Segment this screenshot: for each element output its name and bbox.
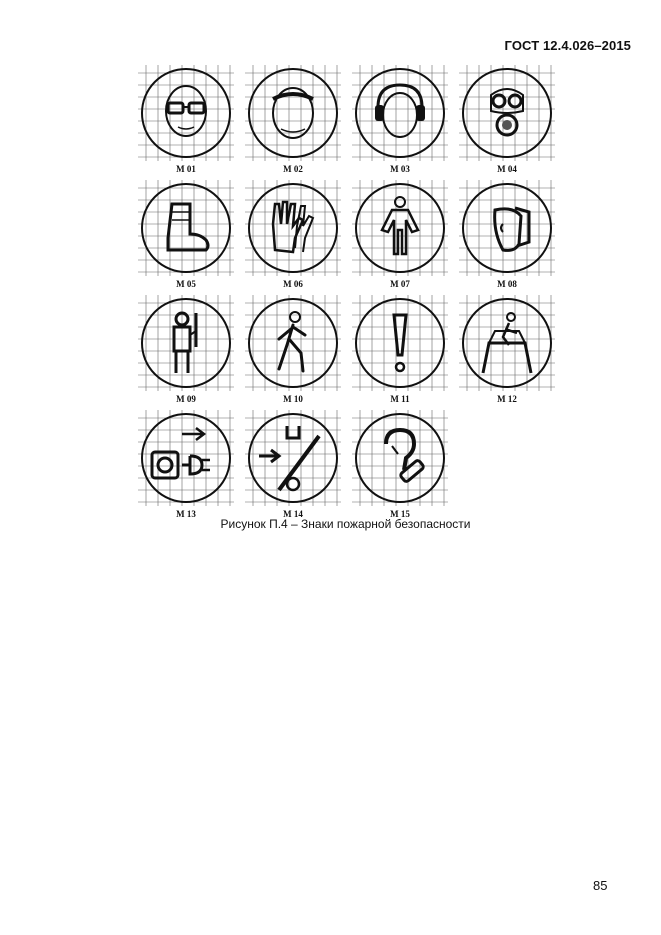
- sign-code-label: M 06: [283, 279, 303, 289]
- safety-gloves-icon: [245, 180, 341, 276]
- sign-code-label: M 09: [176, 394, 196, 404]
- sign-m04: [459, 65, 555, 161]
- sign-m12: [459, 295, 555, 391]
- sign-m08: [459, 180, 555, 276]
- figure-caption: Рисунок П.4 – Знаки пожарной безопасности: [220, 517, 471, 531]
- sign-m14: [245, 410, 341, 506]
- sign-m13: [138, 410, 234, 506]
- safety-harness-icon: [138, 295, 234, 391]
- sign-m09: [138, 295, 234, 391]
- sign-code-label: M 02: [283, 164, 303, 174]
- sign-m10: [245, 295, 341, 391]
- exclamation-icon: [352, 295, 448, 391]
- earmuffs-face-icon: [352, 65, 448, 161]
- sign-code-label: M 13: [176, 509, 196, 519]
- document-number: ГОСТ 12.4.026–2015: [504, 38, 631, 53]
- sign-m06: [245, 180, 341, 276]
- sign-m03: [352, 65, 448, 161]
- sign-code-label: M 14: [283, 509, 303, 519]
- disconnect-plug-icon: [138, 410, 234, 506]
- sign-code-label: M 01: [176, 164, 196, 174]
- safety-boot-icon: [138, 180, 234, 276]
- face-shield-icon: [459, 180, 555, 276]
- gas-cylinder-icon: [352, 410, 448, 506]
- sign-m01: [138, 65, 234, 161]
- sign-code-label: M 05: [176, 279, 196, 289]
- sign-code-label: M 03: [390, 164, 410, 174]
- sign-code-label: M 07: [390, 279, 410, 289]
- sign-code-label: M 15: [390, 509, 410, 519]
- sign-m11: [352, 295, 448, 391]
- sign-m05: [138, 180, 234, 276]
- page-number: 85: [593, 878, 608, 893]
- safety-glasses-face-icon: [138, 65, 234, 161]
- sign-code-label: M 11: [390, 394, 410, 404]
- protective-suit-icon: [352, 180, 448, 276]
- sign-code-label: M 04: [497, 164, 517, 174]
- sign-code-label: M 08: [497, 279, 517, 289]
- pedestrian-walkway-icon: [245, 295, 341, 391]
- sign-m15: [352, 410, 448, 506]
- sign-m07: [352, 180, 448, 276]
- gas-mask-icon: [459, 65, 555, 161]
- sign-code-label: M 12: [497, 394, 517, 404]
- sign-m02: [245, 65, 341, 161]
- overpass-walkway-icon: [459, 295, 555, 391]
- earth-before-use-icon: [245, 410, 341, 506]
- sign-code-label: M 10: [283, 394, 303, 404]
- ear-protection-face-icon: [245, 65, 341, 161]
